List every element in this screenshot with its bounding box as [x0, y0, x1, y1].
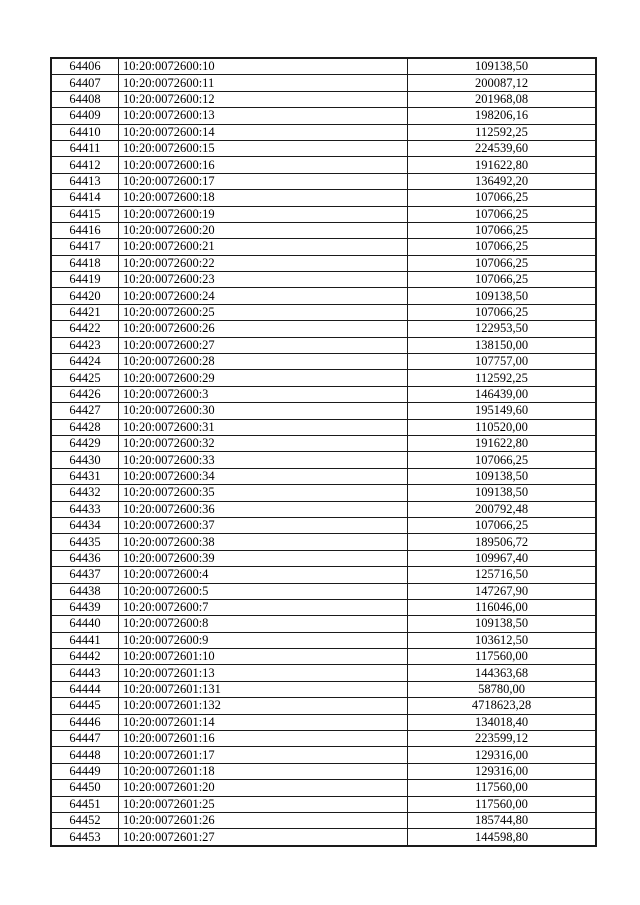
cadastral-code-cell: 10:20:0072600:21	[119, 239, 408, 255]
table-row	[51, 731, 596, 747]
value-cell: 107066,25	[408, 452, 597, 468]
cadastral-code-cell: 10:20:0072601:26	[119, 812, 408, 828]
table-row	[51, 173, 596, 189]
table-row	[51, 517, 596, 533]
table-row	[51, 419, 596, 435]
record-number-cell: 64433	[51, 501, 119, 517]
value-cell: 195149,60	[408, 403, 597, 419]
value-cell: 138150,00	[408, 337, 597, 353]
value-cell: 191622,80	[408, 157, 597, 173]
record-number-cell: 64428	[51, 419, 119, 435]
record-number-cell: 64421	[51, 304, 119, 320]
table-row	[51, 550, 596, 566]
value-cell: 201968,08	[408, 91, 597, 107]
cadastral-code-cell: 10:20:0072600:12	[119, 91, 408, 107]
table-row	[51, 157, 596, 173]
value-cell: 107066,25	[408, 517, 597, 533]
table-row	[51, 75, 596, 91]
table-row	[51, 403, 596, 419]
cadastral-code-cell: 10:20:0072601:20	[119, 780, 408, 796]
record-number-cell: 64443	[51, 665, 119, 681]
record-number-cell: 64452	[51, 812, 119, 828]
cadastral-code-cell: 10:20:0072600:24	[119, 288, 408, 304]
table-row	[51, 501, 596, 517]
cadastral-code-cell: 10:20:0072601:131	[119, 681, 408, 697]
value-cell: 109138,50	[408, 58, 597, 75]
value-cell: 107066,25	[408, 272, 597, 288]
value-cell: 109138,50	[408, 288, 597, 304]
cadastral-code-cell: 10:20:0072600:34	[119, 468, 408, 484]
table-row	[51, 812, 596, 828]
cadastral-code-cell: 10:20:0072600:31	[119, 419, 408, 435]
cadastral-code-cell: 10:20:0072600:20	[119, 222, 408, 238]
record-number-cell: 64431	[51, 468, 119, 484]
table-row	[51, 616, 596, 632]
cadastral-code-cell: 10:20:0072600:36	[119, 501, 408, 517]
cadastral-code-cell: 10:20:0072600:8	[119, 616, 408, 632]
value-cell: 107066,25	[408, 190, 597, 206]
cadastral-code-cell: 10:20:0072600:10	[119, 58, 408, 75]
record-number-cell: 64446	[51, 714, 119, 730]
table-row	[51, 567, 596, 583]
table-row	[51, 649, 596, 665]
cadastral-code-cell: 10:20:0072601:16	[119, 731, 408, 747]
table-body	[51, 58, 596, 846]
value-cell: 191622,80	[408, 435, 597, 451]
record-number-cell: 64451	[51, 796, 119, 812]
table-row	[51, 386, 596, 402]
cadastral-code-cell: 10:20:0072601:13	[119, 665, 408, 681]
value-cell: 103612,50	[408, 632, 597, 648]
value-cell: 144598,80	[408, 829, 597, 846]
cadastral-code-cell: 10:20:0072600:11	[119, 75, 408, 91]
value-cell: 112592,25	[408, 124, 597, 140]
cadastral-code-cell: 10:20:0072600:14	[119, 124, 408, 140]
cadastral-code-cell: 10:20:0072601:25	[119, 796, 408, 812]
record-number-cell: 64427	[51, 403, 119, 419]
record-number-cell: 64425	[51, 370, 119, 386]
value-cell: 200792,48	[408, 501, 597, 517]
value-cell: 109967,40	[408, 550, 597, 566]
cadastral-code-cell: 10:20:0072600:25	[119, 304, 408, 320]
table-row	[51, 485, 596, 501]
table-row	[51, 140, 596, 156]
cadastral-code-cell: 10:20:0072600:23	[119, 272, 408, 288]
record-number-cell: 64422	[51, 321, 119, 337]
value-cell: 147267,90	[408, 583, 597, 599]
value-cell: 116046,00	[408, 599, 597, 615]
cadastral-code-cell: 10:20:0072600:9	[119, 632, 408, 648]
value-cell: 117560,00	[408, 796, 597, 812]
record-number-cell: 64415	[51, 206, 119, 222]
record-number-cell: 64423	[51, 337, 119, 353]
record-number-cell: 64444	[51, 681, 119, 697]
record-number-cell: 64426	[51, 386, 119, 402]
table-row	[51, 534, 596, 550]
value-cell: 125716,50	[408, 567, 597, 583]
table-row	[51, 665, 596, 681]
cadastral-code-cell: 10:20:0072600:26	[119, 321, 408, 337]
table-row	[51, 796, 596, 812]
record-number-cell: 64409	[51, 108, 119, 124]
record-number-cell: 64436	[51, 550, 119, 566]
record-number-cell: 64418	[51, 255, 119, 271]
table-row	[51, 698, 596, 714]
record-number-cell: 64411	[51, 140, 119, 156]
cadastral-code-cell: 10:20:0072600:33	[119, 452, 408, 468]
value-cell: 185744,80	[408, 812, 597, 828]
table-row	[51, 370, 596, 386]
table-row	[51, 829, 596, 846]
record-number-cell: 64434	[51, 517, 119, 533]
cadastral-code-cell: 10:20:0072600:16	[119, 157, 408, 173]
cadastral-code-cell: 10:20:0072600:27	[119, 337, 408, 353]
record-number-cell: 64416	[51, 222, 119, 238]
record-number-cell: 64413	[51, 173, 119, 189]
value-cell: 107066,25	[408, 206, 597, 222]
cadastral-code-cell: 10:20:0072600:17	[119, 173, 408, 189]
value-cell: 107066,25	[408, 239, 597, 255]
table-row	[51, 354, 596, 370]
cadastral-code-cell: 10:20:0072600:4	[119, 567, 408, 583]
cadastral-code-cell: 10:20:0072601:17	[119, 747, 408, 763]
table-row	[51, 222, 596, 238]
value-cell: 110520,00	[408, 419, 597, 435]
cadastral-code-cell: 10:20:0072601:14	[119, 714, 408, 730]
record-number-cell: 64417	[51, 239, 119, 255]
table-row	[51, 747, 596, 763]
record-number-cell: 64437	[51, 567, 119, 583]
record-number-cell: 64424	[51, 354, 119, 370]
value-cell: 117560,00	[408, 780, 597, 796]
record-number-cell: 64420	[51, 288, 119, 304]
record-number-cell: 64445	[51, 698, 119, 714]
cadastral-code-cell: 10:20:0072600:18	[119, 190, 408, 206]
table-row	[51, 321, 596, 337]
cadastral-code-cell: 10:20:0072600:5	[119, 583, 408, 599]
record-number-cell: 64438	[51, 583, 119, 599]
cadastral-code-cell: 10:20:0072600:15	[119, 140, 408, 156]
value-cell: 122953,50	[408, 321, 597, 337]
table-row	[51, 599, 596, 615]
record-number-cell: 64429	[51, 435, 119, 451]
record-number-cell: 64419	[51, 272, 119, 288]
cadastral-code-cell: 10:20:0072600:32	[119, 435, 408, 451]
table-row	[51, 337, 596, 353]
table-row	[51, 780, 596, 796]
value-cell: 107757,00	[408, 354, 597, 370]
value-cell: 58780,00	[408, 681, 597, 697]
record-number-cell: 64441	[51, 632, 119, 648]
value-cell: 107066,25	[408, 304, 597, 320]
table-row	[51, 58, 596, 75]
value-cell: 223599,12	[408, 731, 597, 747]
value-cell: 134018,40	[408, 714, 597, 730]
cadastral-code-cell: 10:20:0072600:39	[119, 550, 408, 566]
table-row	[51, 632, 596, 648]
record-number-cell: 64412	[51, 157, 119, 173]
table-row	[51, 288, 596, 304]
value-cell: 4718623,28	[408, 698, 597, 714]
table-row	[51, 468, 596, 484]
value-cell: 129316,00	[408, 747, 597, 763]
value-cell: 146439,00	[408, 386, 597, 402]
record-number-cell: 64447	[51, 731, 119, 747]
value-cell: 107066,25	[408, 255, 597, 271]
record-number-cell: 64435	[51, 534, 119, 550]
table-row	[51, 763, 596, 779]
table-row	[51, 190, 596, 206]
record-number-cell: 64407	[51, 75, 119, 91]
value-cell: 198206,16	[408, 108, 597, 124]
cadastral-code-cell: 10:20:0072600:13	[119, 108, 408, 124]
cadastral-code-cell: 10:20:0072600:7	[119, 599, 408, 615]
cadastral-code-cell: 10:20:0072600:3	[119, 386, 408, 402]
table-row	[51, 108, 596, 124]
table-row	[51, 304, 596, 320]
cadastral-code-cell: 10:20:0072600:38	[119, 534, 408, 550]
value-cell: 107066,25	[408, 222, 597, 238]
table-row	[51, 124, 596, 140]
cadastral-code-cell: 10:20:0072600:28	[119, 354, 408, 370]
record-number-cell: 64406	[51, 58, 119, 75]
value-cell: 200087,12	[408, 75, 597, 91]
table-row	[51, 272, 596, 288]
record-number-cell: 64453	[51, 829, 119, 846]
cadastral-code-cell: 10:20:0072601:18	[119, 763, 408, 779]
table-row	[51, 255, 596, 271]
record-number-cell: 64408	[51, 91, 119, 107]
record-number-cell: 64449	[51, 763, 119, 779]
record-number-cell: 64414	[51, 190, 119, 206]
cadastral-code-cell: 10:20:0072600:19	[119, 206, 408, 222]
record-number-cell: 64440	[51, 616, 119, 632]
value-cell: 109138,50	[408, 485, 597, 501]
table-row	[51, 206, 596, 222]
value-cell: 109138,50	[408, 616, 597, 632]
value-cell: 112592,25	[408, 370, 597, 386]
cadastral-code-cell: 10:20:0072600:22	[119, 255, 408, 271]
record-number-cell: 64430	[51, 452, 119, 468]
value-cell: 117560,00	[408, 649, 597, 665]
record-number-cell: 64450	[51, 780, 119, 796]
table-row	[51, 681, 596, 697]
record-number-cell: 64442	[51, 649, 119, 665]
value-cell: 136492,20	[408, 173, 597, 189]
cadastral-code-cell: 10:20:0072601:132	[119, 698, 408, 714]
table-row	[51, 435, 596, 451]
table-row	[51, 91, 596, 107]
record-number-cell: 64410	[51, 124, 119, 140]
table-row	[51, 583, 596, 599]
value-cell: 144363,68	[408, 665, 597, 681]
cadastral-code-cell: 10:20:0072600:37	[119, 517, 408, 533]
table-row	[51, 714, 596, 730]
table-row	[51, 239, 596, 255]
cadastral-code-cell: 10:20:0072600:35	[119, 485, 408, 501]
value-cell: 224539,60	[408, 140, 597, 156]
record-number-cell: 64439	[51, 599, 119, 615]
record-number-cell: 64448	[51, 747, 119, 763]
table-row	[51, 452, 596, 468]
cadastral-code-cell: 10:20:0072601:27	[119, 829, 408, 846]
records-table	[50, 57, 597, 847]
value-cell: 109138,50	[408, 468, 597, 484]
cadastral-code-cell: 10:20:0072600:30	[119, 403, 408, 419]
cadastral-code-cell: 10:20:0072600:29	[119, 370, 408, 386]
value-cell: 189506,72	[408, 534, 597, 550]
record-number-cell: 64432	[51, 485, 119, 501]
cadastral-code-cell: 10:20:0072601:10	[119, 649, 408, 665]
value-cell: 129316,00	[408, 763, 597, 779]
